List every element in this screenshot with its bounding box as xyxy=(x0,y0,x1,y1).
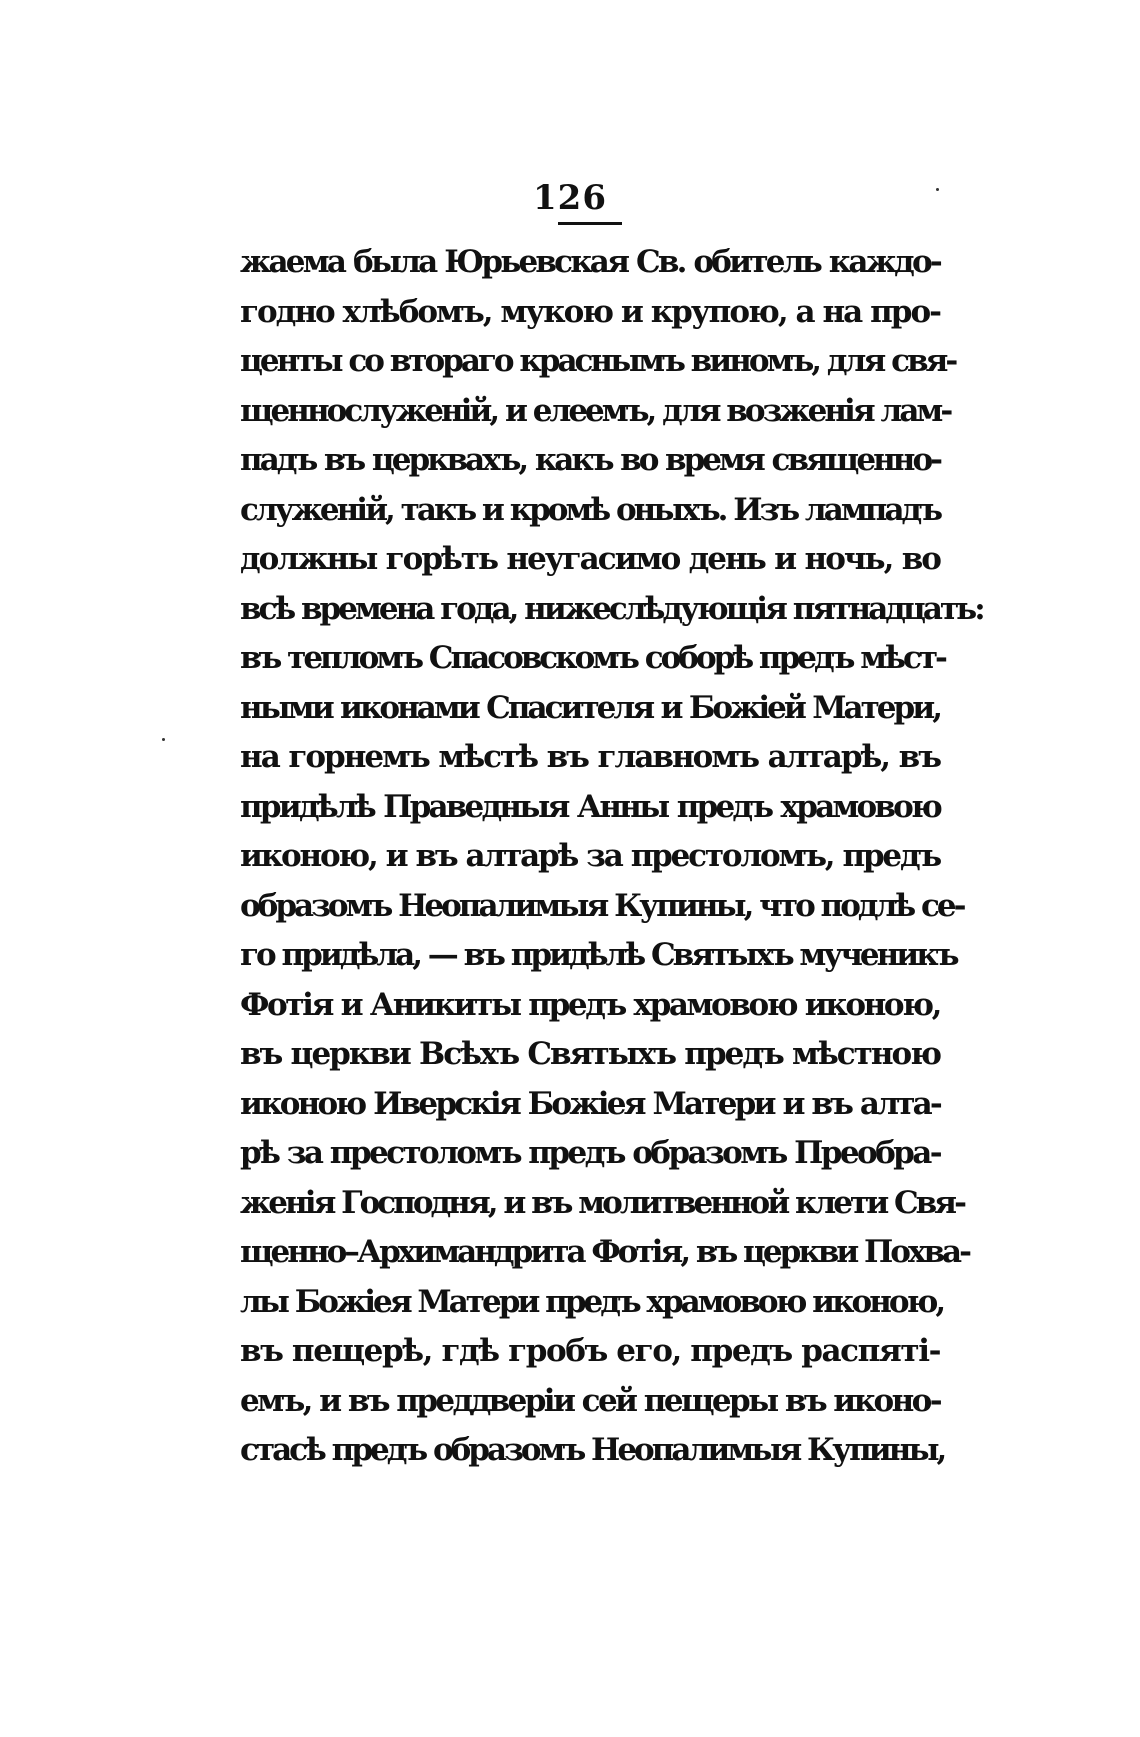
text-line: центы со втораго краснымъ виномъ, для свя- xyxy=(240,343,956,379)
text-line: емъ, и въ преддверіи сей пещеры въ иконо- xyxy=(240,1382,940,1419)
text-line: въ тепломъ Спасовскомъ соборѣ предъ мѣст- xyxy=(240,640,945,676)
text-line: должны горѣть неугасимо день и ночь, во xyxy=(240,541,940,577)
text-line: го придѣла, — въ придѣлѣ Святыхъ мученикъ xyxy=(240,937,957,973)
text-line: стасѣ предъ образомъ Неопалимыя Купины, xyxy=(240,1432,945,1468)
text-line: служеній, такъ и кромѣ оныхъ. Изъ лампадъ xyxy=(240,491,940,528)
text-line: на горнемъ мѣстѣ въ главномъ алтарѣ, въ xyxy=(240,739,940,775)
page-number-rule xyxy=(558,222,622,225)
text-line: образомъ Неопалимыя Купины, что подлѣ се- xyxy=(240,887,964,924)
text-line: лы Божіея Матери предъ храмовою иконою, xyxy=(240,1283,944,1320)
text-line: всѣ времена года, нижеслѣдующія пятнадцать: xyxy=(240,590,983,627)
text-line: придѣлѣ Праведныя Анны предъ храмовою xyxy=(240,788,940,825)
text-line: ными иконами Спасителя и Божіей Матери, xyxy=(240,689,940,726)
text-line: женія Господня, и въ молитвенной клети Свя- xyxy=(240,1184,964,1221)
text-line: рѣ за престоломъ предъ образомъ Преобра- xyxy=(240,1135,940,1171)
text-line: иконою Иверскія Божіея Матери и въ алта- xyxy=(240,1085,940,1122)
page-number: 126 xyxy=(533,178,607,218)
text-line: падъ въ церквахъ, какъ во время священно- xyxy=(240,442,940,478)
scan-speck xyxy=(162,738,165,741)
text-line: жаема была Юрьевская Св. обитель каждо- xyxy=(240,244,940,280)
text-line: щеннослуженій, и елеемъ, для возженія лам- xyxy=(240,392,951,429)
text-line: иконою, и въ алтарѣ за престоломъ, предъ xyxy=(240,838,940,874)
text-line: въ церкви Всѣхъ Святыхъ предъ мѣстною xyxy=(240,1036,940,1072)
text-line: годно хлѣбомъ, мукою и крупою, а на про- xyxy=(240,293,940,330)
text-line: щенно–Архимандрита Фотія, въ церкви Похва- xyxy=(240,1234,969,1270)
scan-speck xyxy=(936,188,939,191)
text-line: Фотія и Аникиты предъ храмовою иконою, xyxy=(240,986,940,1023)
text-line: въ пещерѣ, гдѣ гробъ его, предъ распяті- xyxy=(240,1333,941,1369)
body-text xyxy=(240,238,983,1476)
